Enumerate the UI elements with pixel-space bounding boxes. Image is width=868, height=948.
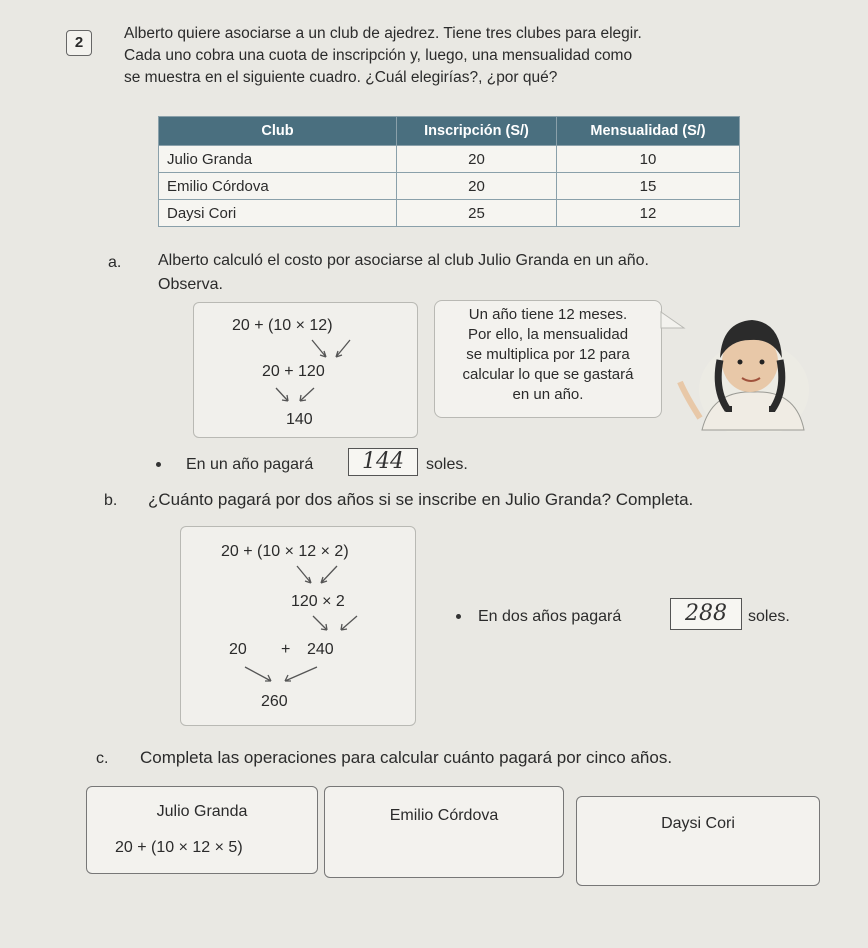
calc-expression-1: 20 + (10 × 12 × 2) (221, 543, 349, 560)
intro-line: Alberto quiere asociarse a un club de ajedrez. Tiene tres clubes para elegir. (124, 25, 642, 42)
intro-line: Cada uno cobra una cuota de inscripción y, luego, una mensualidad como (124, 47, 633, 64)
calc-expression-2: 20 + 120 (262, 363, 325, 380)
club-fees-table (158, 116, 740, 227)
part-b-letter: b. (104, 492, 118, 509)
monthly-fee: 12 (557, 200, 740, 227)
reduction-arrows-icon (270, 385, 326, 407)
inscription-fee: 25 (397, 200, 557, 227)
box-title: Julio Granda (156, 803, 248, 820)
monthly-fee: 15 (557, 173, 740, 200)
answer-a-prefix: En un año pagará (186, 456, 314, 473)
box-title: Emilio Córdova (389, 807, 499, 824)
part-a-text: Alberto calculó el costo por asociarse al club Julio Granda en un año. (158, 252, 649, 269)
calc-expression-3-left: 20 (229, 641, 247, 658)
reduction-arrows-icon (304, 337, 364, 363)
part-b-text: ¿Cuánto pagará por dos años si se inscribe en Julio Granda? Completa. (148, 490, 694, 509)
problem-intro (124, 23, 824, 89)
club-name: Emilio Córdova (159, 173, 397, 200)
bubble-line: calcular lo que se gastará (462, 366, 634, 383)
answer-b-suffix: soles. (748, 608, 790, 625)
club-name: Daysi Cori (159, 200, 397, 227)
two-year-calculation-box (180, 526, 416, 726)
table-row (159, 200, 740, 227)
part-c-letter: c. (96, 750, 109, 767)
bubble-line: Un año tiene 12 meses. (468, 306, 628, 323)
bullet-dot-icon (456, 614, 461, 619)
answer-b-box[interactable]: 288 (670, 598, 742, 630)
five-year-box-emilio-cordova (324, 786, 564, 878)
header-club: Club (159, 117, 397, 146)
box-expression[interactable]: 20 + (10 × 12 × 5) (115, 839, 243, 856)
speech-bubble (434, 300, 662, 418)
part-c-text: Completa las operaciones para calcular cuánto pagará por cinco años. (140, 748, 673, 767)
table-row (159, 146, 740, 173)
part-a-observe: Observa. (158, 276, 223, 293)
calc-expression-2: 120 × 2 (291, 593, 345, 610)
table-header-row (159, 117, 740, 146)
reduction-arrows-icon (307, 613, 365, 635)
calc-expression-1: 20 + (10 × 12) (232, 317, 333, 334)
five-year-box-daysi-cori (576, 796, 820, 886)
inscription-fee: 20 (397, 173, 557, 200)
problem-number: 2 (66, 30, 92, 56)
monthly-fee: 10 (557, 146, 740, 173)
reduction-arrows-icon (241, 663, 321, 687)
intro-line: se muestra en el siguiente cuadro. ¿Cuál elegirías?, ¿por qué? (124, 69, 558, 86)
answer-b-prefix: En dos años pagará (478, 608, 622, 625)
table-row (159, 173, 740, 200)
header-monthly: Mensualidad (S/) (557, 117, 740, 146)
year-calculation-box (193, 302, 418, 438)
bullet-dot-icon (156, 462, 161, 467)
bubble-line: Por ello, la mensualidad (467, 326, 629, 343)
box-title: Daysi Cori (661, 815, 735, 832)
calc-expression-3-right: 240 (307, 641, 334, 658)
inscription-fee: 20 (397, 146, 557, 173)
calc-result: 140 (286, 411, 313, 428)
answer-a-box[interactable]: 144 (348, 448, 418, 476)
answer-a-suffix: soles. (426, 456, 468, 473)
part-a-letter: a. (108, 254, 122, 271)
reduction-arrows-icon (291, 563, 345, 589)
girl-illustration-icon (672, 300, 812, 432)
calc-result: 260 (261, 693, 288, 710)
bubble-line: en un año. (512, 386, 584, 403)
club-name: Julio Granda (159, 146, 397, 173)
header-inscription: Inscripción (S/) (397, 117, 557, 146)
five-year-box-julio-granda (86, 786, 318, 874)
calc-expression-3-op: + (281, 641, 291, 658)
bubble-line: se multiplica por 12 para (466, 346, 630, 363)
